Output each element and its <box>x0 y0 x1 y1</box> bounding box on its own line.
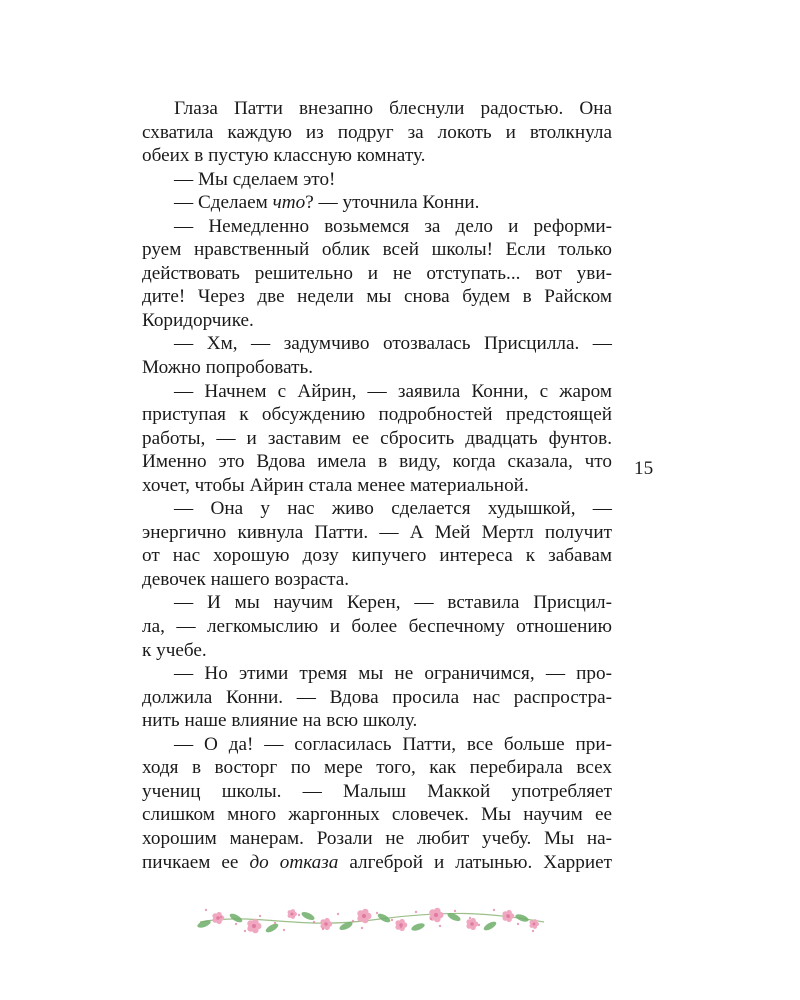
bud-icon <box>508 916 510 918</box>
text-line: — Она у нас живо сделается худышкой, — <box>174 498 612 520</box>
leaf-icon <box>228 912 243 924</box>
italic-fragment: что <box>272 192 306 214</box>
bud-icon <box>274 922 276 924</box>
leaf-icon <box>410 922 425 932</box>
bud-icon <box>493 909 495 911</box>
text-line: учениц школы. — Малыш Маккой употребляет <box>142 780 612 802</box>
bud-icon <box>361 927 363 929</box>
text-line: энергично кивнула Патти. — А Мей Мертл получит <box>142 521 612 543</box>
bud-icon <box>439 925 441 927</box>
text-line: Именно это Вдова имела в виду, когда сказала, что <box>142 451 612 473</box>
text-line: от нас хорошую дозу кипучего интереса к забавам <box>142 545 612 567</box>
flower-center-icon <box>533 923 536 926</box>
text-line: — И мы научим Керен, — вставила Присцил- <box>174 592 612 614</box>
leaf-icon <box>482 920 497 932</box>
bud-icon <box>322 928 324 930</box>
page-number: 15 <box>634 458 654 479</box>
text-line <box>142 191 612 215</box>
text-line: руем нравственный облик всей школы! Если только <box>142 239 612 261</box>
leaf-icon <box>300 910 315 921</box>
text-line <box>142 851 612 875</box>
text-line: дите! Через две недели мы снова будем в Райском <box>142 286 612 308</box>
bud-icon <box>298 914 300 916</box>
text-line: ла, — легкомыслию и более беспечному отношению <box>142 616 612 638</box>
bud-icon <box>532 930 534 932</box>
floral-vine-icon <box>196 898 548 942</box>
text-line: слишком много жаргонных словечек. Мы научим ее <box>142 804 612 826</box>
text-fragment: алгеброй и латынью. Харриет <box>338 851 612 873</box>
text-line: Коридорчике. <box>142 309 254 331</box>
text-line: приступая к обсуждению подробностей предстоящей <box>142 404 612 426</box>
bud-icon <box>205 909 207 911</box>
page-text <box>142 97 612 874</box>
text-line: схватила каждую из подруг за локоть и втолкнула <box>142 121 612 143</box>
text-line: должила Конни. — Вдова просила нас распростра- <box>142 686 612 708</box>
bud-icon <box>244 930 246 932</box>
flower-center-icon <box>216 916 220 920</box>
italic-fragment: до отказа <box>249 851 339 873</box>
flower-center-icon <box>470 922 474 926</box>
bud-icon <box>478 924 480 926</box>
text-line: Можно попробовать. <box>142 357 314 379</box>
bud-icon <box>313 921 315 923</box>
flower-center-icon <box>291 913 294 916</box>
bud-icon <box>391 919 393 921</box>
leaf-icon <box>514 913 529 923</box>
text-line: — Мы сделаем это! <box>174 168 336 190</box>
text-line: — Но этими тремя мы не ограничимся, — про- <box>174 663 612 685</box>
leaf-icon <box>264 922 279 934</box>
text-line: работы, — и заставим ее сбросить двадцать фунтов. <box>142 427 612 449</box>
bud-icon <box>352 920 354 922</box>
text-line: девочек нашего возраста. <box>142 568 350 590</box>
text-fragment: пичкаем ее <box>142 851 250 873</box>
text-line: нить наше влияние на всю школу. <box>142 710 418 732</box>
bud-icon <box>376 912 378 914</box>
text-fragment: ? — уточнила Конни. <box>305 192 480 214</box>
bud-icon <box>517 923 519 925</box>
bud-icon <box>337 913 339 915</box>
text-line: хочет, чтобы Айрин стала менее материальной. <box>142 474 529 496</box>
text-line: — О да! — согласилась Патти, все больше при- <box>174 733 612 755</box>
text-line: — Начнем с Айрин, — заявила Конни, с жаром <box>174 380 612 402</box>
bud-icon <box>259 915 261 917</box>
flower-center-icon <box>252 924 256 928</box>
flower-center-icon <box>362 914 366 918</box>
bud-icon <box>400 926 402 928</box>
bud-icon <box>469 917 471 919</box>
text-fragment: — Сделаем <box>174 192 273 214</box>
bud-icon <box>220 916 222 918</box>
text-line: действовать решительно и не отступать... вот уви- <box>142 262 612 284</box>
text-line: обеих в пустую классную комнату. <box>142 145 426 167</box>
bud-icon <box>430 918 432 920</box>
bud-icon <box>283 929 285 931</box>
flower-center-icon <box>324 922 328 926</box>
text-line: — Хм, — задумчиво отозвалась Присцилла. — <box>174 333 612 355</box>
text-line: ходя в восторг по мере того, как перебирала всех <box>142 757 612 779</box>
text-line: — Немедленно возьмемся за дело и реформи- <box>174 215 612 237</box>
bud-icon <box>454 910 456 912</box>
bud-icon <box>415 911 417 913</box>
text-line: к учебе. <box>142 639 207 661</box>
text-line: Глаза Патти внезапно блеснули радостью. Она <box>174 98 612 119</box>
text-line: хорошим манерам. Розали не любит учебу. Мы на- <box>142 827 612 849</box>
flower-center-icon <box>434 913 438 917</box>
bud-icon <box>235 923 237 925</box>
